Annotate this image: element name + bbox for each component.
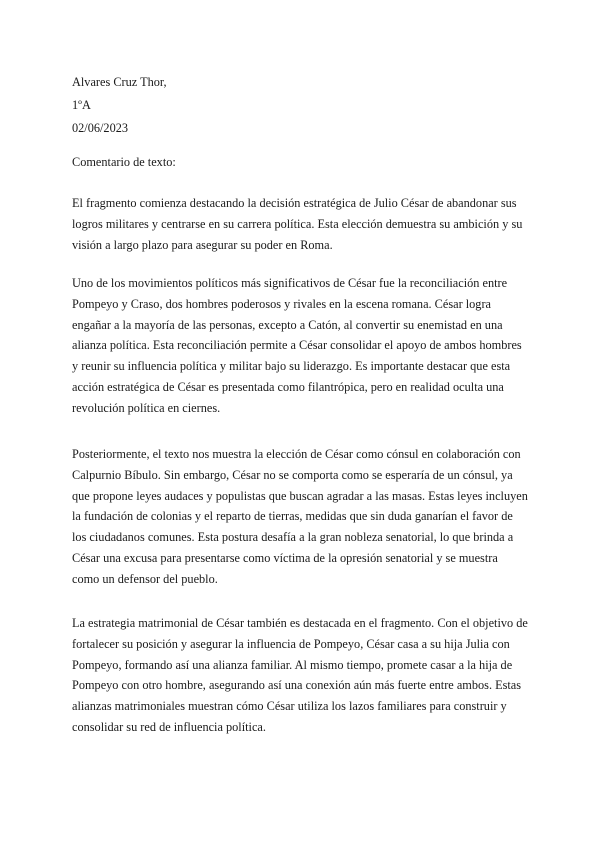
paragraph: El fragmento comienza destacando la decisión estratégica de Julio César de abandonar sus logros militares y centrarse en su carrera política. Esta elección demuestra su ambición y su visión a largo plazo para asegurar su poder en Roma. xyxy=(72,196,523,252)
section-title: Comentario de texto: xyxy=(72,155,176,169)
author-name: Alvares Cruz Thor, xyxy=(72,75,167,89)
class-group: 1ºA xyxy=(72,98,91,112)
paragraph: Posteriormente, el texto nos muestra la elección de César como cónsul en colaboración con Calpurnio Bíbulo. Sin embargo, César no se comporta como se esperaría de un cónsul, ya que propone leyes audaces y populistas que buscan agradar a las masas. Estas leyes incluyen la fundación de colonias y el reparto de tierras, medidas que sin duda ganarían el favor de los ciudadanos comunes. Esta postura desafía a la gran nobleza senatorial, lo que brinda a César una excusa para presentarse como víctima de la opresión senatorial y se muestra como un defensor del pueblo. xyxy=(72,447,528,586)
paragraph: Uno de los movimientos políticos más significativos de César fue la reconciliación entre Pompeyo y Craso, dos hombres poderosos y rivales en la escena romana. César logra engañar a la mayoría de las personas, excepto a Catón, al convertir su enemistad en una alianza política. Esta reconciliación permite a César consolidar el apoyo de ambos hombres y reunir su influencia política y militar bajo su liderazgo. Es importante destacar que esta acción estratégica de César es presentada como filantrópica, pero en realidad oculta una revolución política en ciernes. xyxy=(72,276,522,415)
document-date: 02/06/2023 xyxy=(72,121,129,135)
paragraph: La estrategia matrimonial de César también es destacada en el fragmento. Con el objetivo de fortalecer su posición y asegurar la influencia de Pompeyo, César casa a su hija Julia con Pompeyo, formando así una alianza familiar. Al mismo tiempo, promete casar a la hija de Pompeyo con otro hombre, asegurando así una conexión aún más fuerte entre ambos. Estas alianzas matrimoniales muestran cómo César utiliza los lazos familiares para construir y consolidar su red de influencia política. xyxy=(72,616,528,734)
document-header xyxy=(72,71,167,140)
